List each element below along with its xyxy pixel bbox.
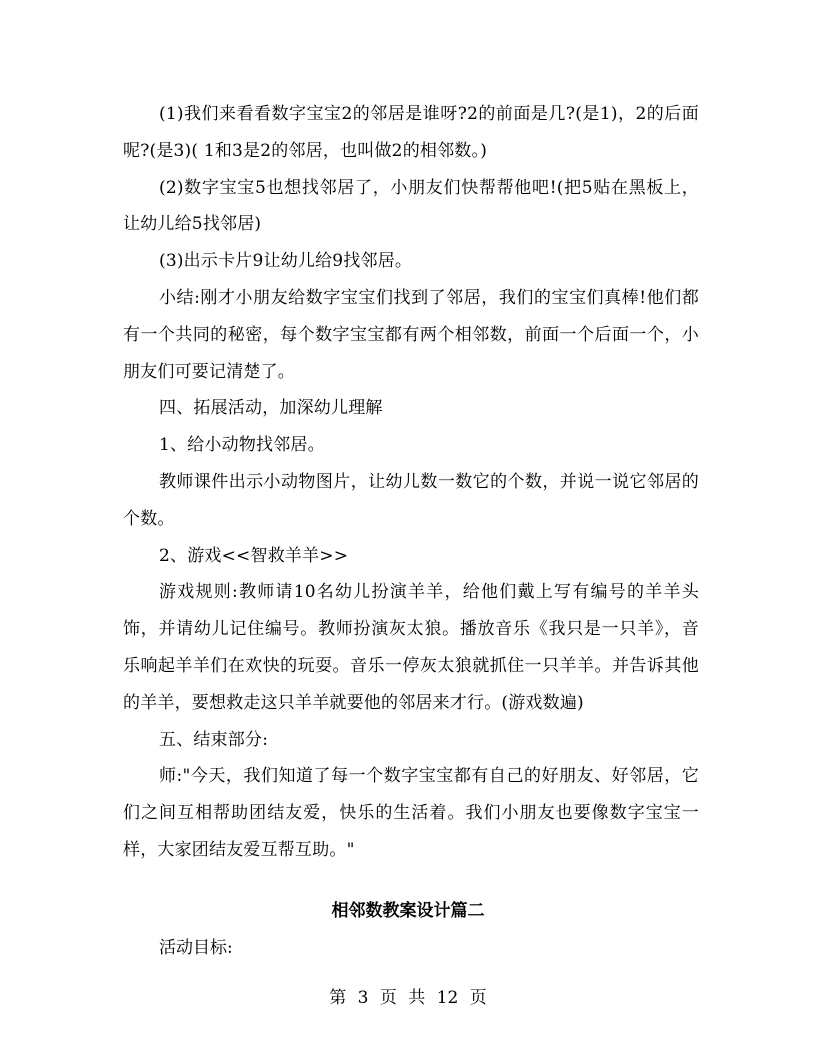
page-footer: 第 3 页 共 12 页 <box>329 988 487 1008</box>
document-body <box>123 96 699 869</box>
heading-closing: 五、结束部分: <box>159 729 269 750</box>
paragraph-activity-goals: 活动目标: <box>159 938 233 958</box>
section-intro <box>123 930 699 966</box>
paragraph-step-2: (2)数字宝宝5也想找邻居了，小朋友们快帮帮他吧!(把5贴在黑板上，让幼儿给5找邻居) <box>123 177 699 235</box>
paragraph-summary: 小结:刚才小朋友给数字宝宝们找到了邻居，我们的宝宝们真棒!他们都有一个共同的秘密，每个数字宝宝都有两个相邻数，前面一个后面一个，小朋友们可要记清楚了。 <box>123 287 699 382</box>
heading-extension-activity: 四、拓展活动，加深幼儿理解 <box>159 398 383 419</box>
subheading-game: 2、游戏<<智救羊羊>> <box>159 545 349 566</box>
paragraph-animal-neighbors: 教师课件出示小动物图片，让幼儿数一数它的个数，并说一说它邻居的个数。 <box>123 471 699 529</box>
paragraph-teacher-quote: 师:"今天，我们知道了每一个数字宝宝都有自己的好朋友、好邻居，它们之间互相帮助团结友爱，快乐的生活着。我们小朋友也要像数字宝宝一样，大家团结友爱互帮互助。" <box>123 766 699 860</box>
paragraph-game-rules: 游戏规则:教师请10名幼儿扮演羊羊，给他们戴上写有编号的羊羊头饰，并请幼儿记住编号。教师扮演灰太狼。播放音乐《我只是一只羊》，音乐响起羊羊们在欢快的玩耍。音乐一停灰太狼就抓住一只羊羊。并告诉其他的羊羊，要想救走这只羊羊就要他的邻居来才行。(游戏数遍) <box>123 582 699 713</box>
subheading-animal-neighbors: 1、给小动物找邻居。 <box>159 435 325 456</box>
paragraph-step-3: (3)出示卡片9让幼儿给9找邻居。 <box>159 251 413 272</box>
paragraph-step-1: (1)我们来看看数字宝宝2的邻居是谁呀?2的前面是几?(是1)，2的后面呢?(是3)( 1和3是2的邻居，也叫做2的相邻数。) <box>123 104 699 161</box>
section-title: 相邻数教案设计篇二 <box>331 901 485 921</box>
